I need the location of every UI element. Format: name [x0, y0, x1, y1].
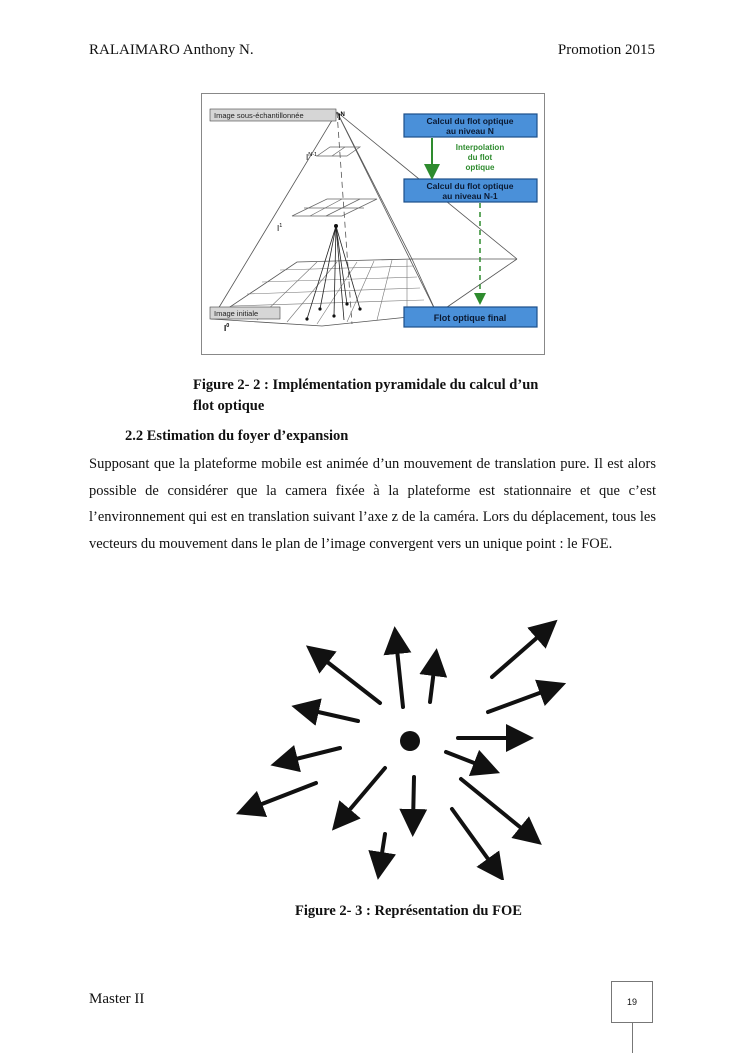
- header-author: RALAIMARO Anthony N.: [89, 42, 254, 58]
- footer-label: Master II: [89, 991, 145, 1007]
- foe-diagram: [230, 610, 570, 880]
- figure2-caption: Figure 2- 3 : Représentation du FOE: [295, 903, 522, 919]
- vector-arrow-icon: [452, 809, 496, 870]
- page-number-rule: [632, 1023, 633, 1053]
- level-n1-label: $I^{N-1}$: [306, 152, 318, 162]
- vector-arrow-icon: [413, 777, 414, 823]
- vector-arrow-icon: [380, 834, 385, 866]
- foe-vectors: [249, 629, 553, 870]
- figure1-caption-line1: Figure 2- 2 : Implémentation pyramidale du calcul d’un: [193, 377, 539, 393]
- level-1-label: $I^1$: [277, 223, 283, 233]
- interp-line3: optique: [465, 163, 495, 172]
- interp-line1: Interpolation: [455, 143, 505, 152]
- header-promotion: Promotion 2015: [557, 42, 655, 58]
- vector-arrow-icon: [492, 629, 547, 677]
- level-0-label: $I^0$: [224, 323, 230, 333]
- level-n-label: $I^N$: [338, 112, 345, 122]
- level-1-plane: [292, 199, 377, 216]
- pyramid-diagram: [202, 94, 544, 354]
- vector-arrow-icon: [430, 662, 435, 702]
- box-level-n-line2: au niveau N: [446, 126, 494, 136]
- box-level-n1-line2: au niveau N-1: [442, 191, 498, 201]
- vector-arrow-icon: [249, 783, 316, 809]
- interp-line2: du flot: [467, 153, 493, 162]
- label-subsampled: Image sous-échantillonnée: [214, 111, 304, 120]
- vector-arrow-icon: [317, 654, 380, 703]
- box-level-n1-line1: Calcul du flot optique: [426, 181, 514, 191]
- vector-arrow-icon: [446, 752, 487, 768]
- foe-center-dot: [400, 731, 420, 751]
- figure-pyramid: [201, 93, 545, 355]
- vector-arrow-icon: [396, 640, 403, 707]
- vector-arrow-icon: [341, 768, 385, 820]
- figure-foe: [230, 610, 570, 880]
- page-number: 19: [611, 981, 653, 1023]
- vector-arrow-icon: [284, 748, 340, 762]
- label-initial: Image initiale: [214, 309, 259, 318]
- vector-arrow-icon: [461, 779, 531, 836]
- box-level-n-line1: Calcul du flot optique: [426, 116, 514, 126]
- box-final-label: Flot optique final: [433, 313, 507, 323]
- level-n1-plane: [317, 147, 360, 156]
- section-paragraph: Supposant que la plateforme mobile est animée d’un mouvement de translation pure. Il est alors possible de considérer que la camera fixée à la plateforme est stationnaire et que c’est l’environnement qui est en translation suivant l’axe z de la caméra. Lors du déplacement, tous les vecteurs du mouvement dans le plan de l’image convergent vers un unique point : le FOE.: [89, 456, 656, 552]
- figure1-caption: [193, 375, 573, 417]
- vector-arrow-icon: [305, 709, 358, 721]
- vector-arrow-icon: [488, 688, 553, 712]
- section-title: 2.2 Estimation du foyer d’expansion: [125, 428, 349, 444]
- projection-lines: [307, 226, 360, 320]
- figure1-caption-line2: flot optique: [193, 398, 265, 414]
